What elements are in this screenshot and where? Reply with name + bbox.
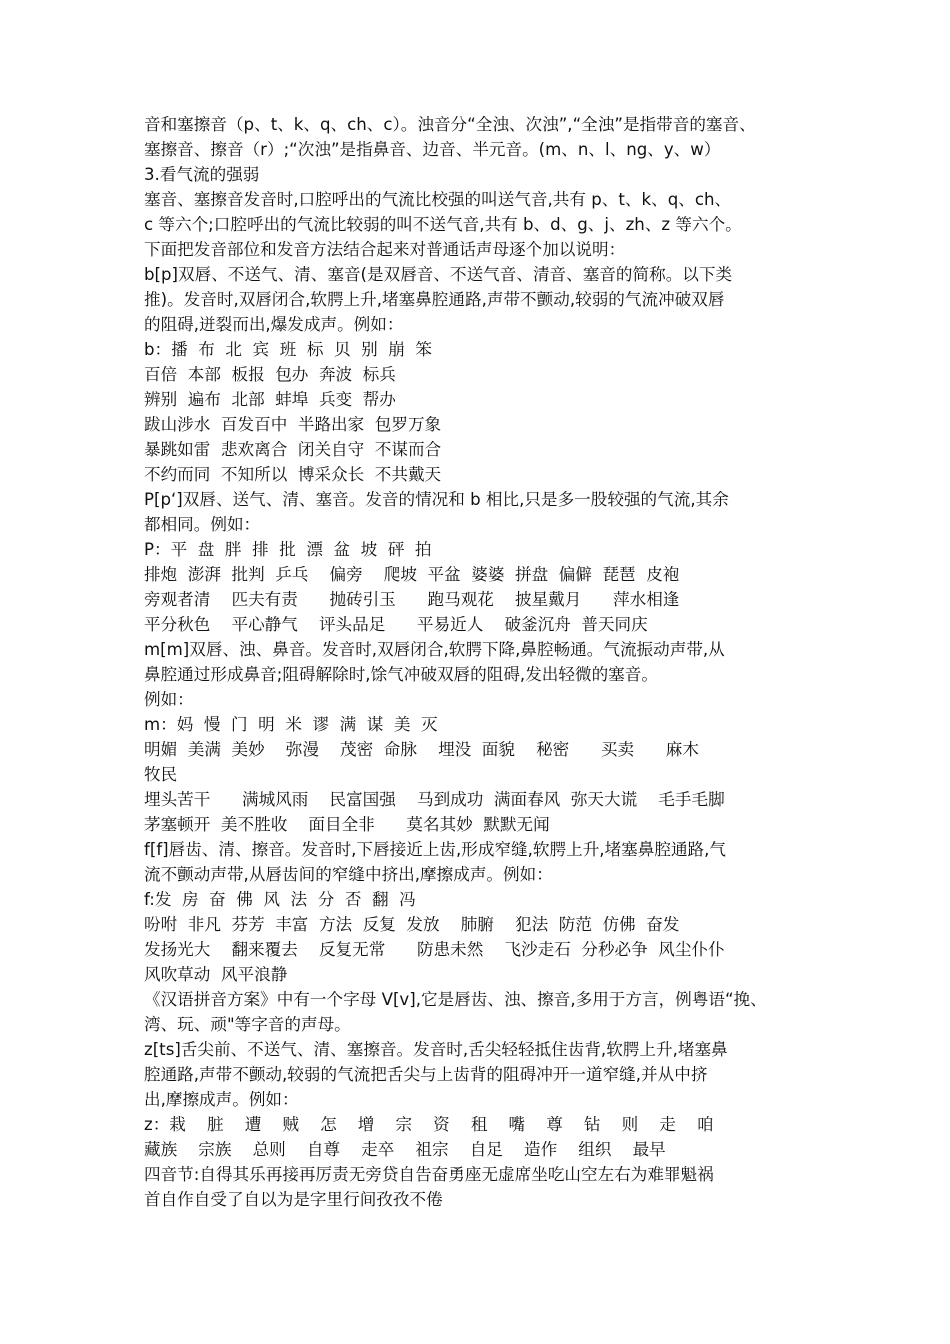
example-line: 旁观者清 匹夫有责 抛砖引玉 跑马观花 披星戴月 萍水相逢 (144, 590, 680, 609)
example-line: 跋山涉水 百发百中 半路出家 包罗万象 (144, 415, 442, 434)
example-line: b：播 布 北 宾 班 标 贝 别 崩 笨 (144, 340, 433, 359)
section-heading: 3.看气流的强弱 (144, 165, 260, 184)
text-line: 塞擦音、擦音（r）;“次浊”是指鼻音、边音、半元音。(m、n、l、ng、y、w） (144, 140, 721, 159)
text-line: 例如： (144, 690, 194, 709)
text-line: z[ts]舌尖前、不送气、清、塞擦音。发音时,舌尖轻轻抵住齿背,软腭上升,堵塞鼻 (144, 1040, 728, 1059)
example-line: f:发 房 奋 佛 风 法 分 否 翻 冯 (144, 890, 416, 909)
text-line: 的阻碍,迸裂而出,爆发成声。例如： (144, 315, 404, 334)
example-line: 发扬光大 翻来覆去 反复无常 防患未然 飞沙走石 分秒必争 风尘仆仆 (144, 940, 725, 959)
example-line: 辨别 遍布 北部 蚌埠 兵变 帮办 (144, 390, 396, 409)
text-line: 推)。发音时,双唇闭合,软腭上升,堵塞鼻腔通路,声带不颤动,较弱的气流冲破双唇 (144, 290, 725, 309)
example-line: 茅塞顿开 美不胜收 面目全非 莫名其妙 默默无闻 (144, 815, 550, 834)
text-line: 湾、玩、顽"等字音的声母。 (144, 1015, 351, 1034)
text-line: 出,摩擦成声。例如： (144, 1090, 299, 1109)
text-line: 首自作自受了自以为是字里行间孜孜不倦 (144, 1190, 443, 1209)
example-line: 不约而同 不知所以 博采众长 不共戴天 (144, 465, 442, 484)
document-text (144, 112, 812, 1212)
text-line: m[m]双唇、浊、鼻音。发音时,双唇闭合,软腭下降,鼻腔畅通。气流振动声带,从 (144, 640, 725, 659)
text-line: b[p]双唇、不送气、清、塞音(是双唇音、不送气音、清音、塞音的简称。以下类 (144, 265, 733, 284)
example-line: 排炮 澎湃 批判 乒乓 偏旁 爬坡 平盆 婆婆 拼盘 偏僻 琵琶 皮袍 (144, 565, 680, 584)
example-line: P：平 盘 胖 排 批 漂 盆 坡 砰 拍 (144, 540, 432, 559)
text-line: 《汉语拼音方案》中有一个字母 V[v],它是唇齿、浊、擦音,多用于方言，例粤语“挽、 (144, 990, 767, 1009)
text-line: 都相同。例如： (144, 515, 261, 534)
example-line: 百倍 本部 板报 包办 奔波 标兵 (144, 365, 396, 384)
text-line: 塞音、塞擦音发音时,口腔呼出的气流比校强的叫送气音,共有 p、t、k、q、ch、 (144, 190, 732, 209)
text-line: P[p‘]双唇、送气、清、塞音。发音的情况和 b 相比,只是多一股较强的气流,其余 (144, 490, 729, 509)
example-line: z：栽 脏 遭 贼 怎 增 宗 资 租 嘴 尊 钻 则 走 咱 (144, 1115, 714, 1134)
text-line: 下面把发音部位和发音方法结合起来对普通话声母逐个加以说明： (144, 240, 626, 259)
example-line: m：妈 慢 门 明 米 谬 满 谋 美 灭 (144, 715, 438, 734)
text-line: 流不颤动声带,从唇齿间的窄缝中挤出,摩擦成声。例如： (144, 865, 553, 884)
text-line: 鼻腔通过形成鼻音;阻碍解除时,馀气冲破双唇的阻碍,发出轻微的塞音。 (144, 665, 658, 684)
example-line: 风吹草动 风平浪静 (144, 965, 288, 984)
example-line: 吩咐 非凡 芬芳 丰富 方法 反复 发放 肺腑 犯法 防范 仿佛 奋发 (144, 915, 680, 934)
example-line: 藏族 宗族 总则 自尊 走卒 祖宗 自足 造作 组织 最早 (144, 1140, 666, 1159)
text-line: 四音节:自得其乐再接再厉责无旁贷自告奋勇座无虚席坐吃山空左右为难罪魁祸 (144, 1165, 714, 1184)
example-line: 明媚 美满 美妙 弥漫 茂密 命脉 埋没 面貌 秘密 买卖 麻木 (144, 740, 699, 759)
example-line: 埋头苦干 满城风雨 民富国强 马到成功 满面春风 弥天大谎 毛手毛脚 (144, 790, 725, 809)
text-line: c 等六个;口腔呼出的气流比较弱的叫不送气音,共有 b、d、g、j、zh、z 等六个。 (144, 215, 742, 234)
example-line: 牧民 (144, 765, 178, 784)
text-line: 腔通路,声带不颤动,较弱的气流把舌尖与上齿背的阻碍冲开一道窄缝,并从中挤 (144, 1065, 708, 1084)
example-line: 暴跳如雷 悲欢离合 闭关自守 不谋而合 (144, 440, 442, 459)
example-line: 平分秋色 平心静气 评头品足 平易近人 破釜沉舟 普天同庆 (144, 615, 648, 634)
text-line: 音和塞擦音（p、t、k、q、ch、c）。浊音分“全浊、次浊”,“全浊”是指带音的塞音、 (144, 115, 756, 134)
text-line: f[f]唇齿、清、擦音。发音时,下唇接近上齿,形成窄缝,软腭上升,堵塞鼻腔通路,气 (144, 840, 727, 859)
